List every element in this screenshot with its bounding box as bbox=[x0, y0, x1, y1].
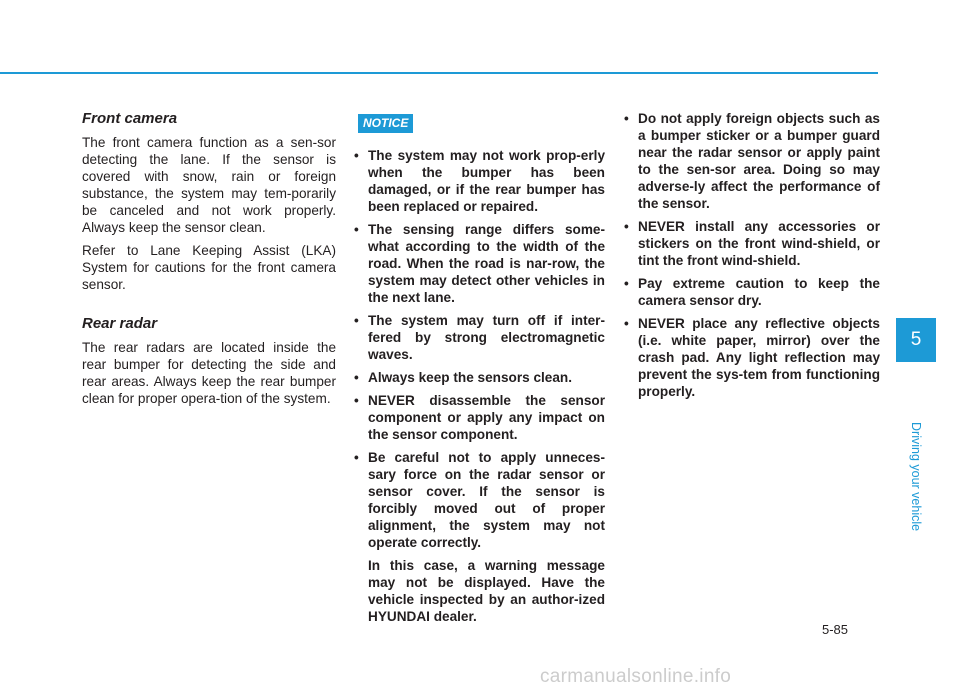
page-number: 5-85 bbox=[822, 622, 849, 637]
rear-radar-paragraph: The rear radars are located inside the rear bumper for detecting the side and rear areas. Always keep the rear bumper clean for proper opera-tion of the system. bbox=[82, 340, 336, 406]
notice-item: • Always keep the sensors clean. bbox=[352, 369, 605, 386]
notice-item-subtext: In this case, a warning message may not be displayed. Have the vehicle inspected by an author-ized HYUNDAI dealer. bbox=[368, 558, 605, 624]
notice-item bbox=[352, 449, 605, 625]
notice-badge: NOTICE bbox=[358, 114, 413, 133]
caution-item: • Pay extreme caution to keep the camera sensor dry. bbox=[622, 275, 880, 309]
chapter-tab: 5 bbox=[896, 318, 936, 362]
notice-item: • The system may not work prop-erly when the bumper has been damaged, or if the rear bumper has been replaced or repaired. bbox=[352, 147, 605, 215]
top-rule bbox=[0, 72, 878, 74]
right-column bbox=[622, 110, 880, 406]
left-column bbox=[82, 110, 336, 413]
caution-item: • Do not apply foreign objects such as a bumper sticker or a bumper guard near the radar sensor or apply paint to the sen-sor area. Doing so may adverse-ly affect the performance of the sensor. bbox=[622, 110, 880, 212]
rear-radar-heading: Rear radar bbox=[82, 315, 158, 332]
front-camera-paragraph: The front camera function as a sen-sor detecting the lane. If the sensor is covered with snow, rain or foreign substance, the system may tem-porarily be canceled and not work properly. Always keep the sensor clean. bbox=[82, 135, 336, 235]
notice-item-text: Be careful not to apply unneces-sary force on the radar sensor or sensor cover. If the sensor is forcibly moved out of proper alignment, the system may not operate correctly. bbox=[368, 450, 605, 550]
notice-item: • NEVER disassemble the sensor component or apply any impact on the sensor component. bbox=[352, 392, 605, 443]
front-camera-heading: Front camera bbox=[82, 110, 178, 127]
notice-item: • The sensing range differs some-what according to the width of the road. When the road is nar-row, the system may detect other vehicles in the next lane. bbox=[352, 221, 605, 306]
chapter-title: Driving your vehicle bbox=[909, 422, 923, 532]
notice-list bbox=[352, 147, 605, 625]
caution-list bbox=[622, 110, 880, 400]
notice-item: • The system may turn off if inter-fered by strong electromagnetic waves. bbox=[352, 312, 605, 363]
notice-column bbox=[352, 110, 605, 631]
lka-reference-paragraph: Refer to Lane Keeping Assist (LKA) System for cautions for the front camera sensor. bbox=[82, 243, 336, 292]
caution-item: • NEVER place any reflective objects (i.e. white paper, mirror) over the crash pad. Any light reflection may prevent the sys-tem from functioning properly. bbox=[622, 315, 880, 400]
watermark: carmanualsonline.info bbox=[540, 666, 732, 687]
caution-item: • NEVER install any accessories or stickers on the front wind-shield, or tint the front wind-shield. bbox=[622, 218, 880, 269]
